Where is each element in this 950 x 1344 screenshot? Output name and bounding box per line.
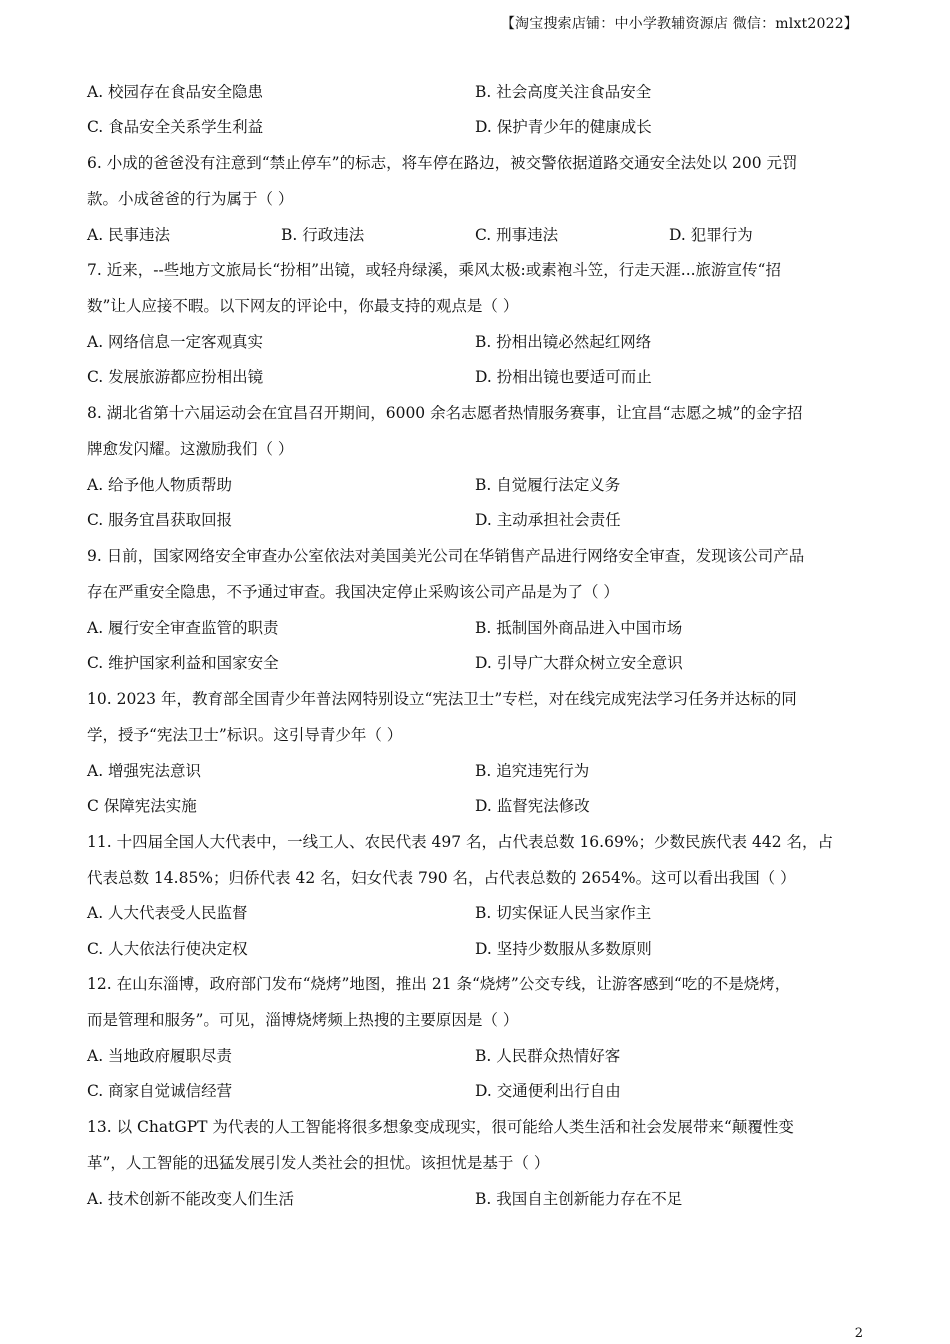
q7-stem-line1: 7. 近来，--些地方文旅局长“扮相”出镜，或轻舟绿溪，乘风太极:或素袍斗笠，行走天涯...旅游宣传“招 [87, 261, 781, 279]
q12-stem-line1: 12. 在山东淄博，政府部门发布“烧烤”地图，推出 21 条“烧烤”公交专线，让游客感到“吃的不是烧烤， [87, 975, 791, 993]
q9-option-b: B. 抵制国外商品进入中国市场 [475, 619, 683, 637]
q7-option-a: A. 网络信息一定客观真实 [87, 333, 264, 351]
q8-option-b: B. 自觉履行法定义务 [475, 476, 621, 494]
q13-option-b: B. 我国自主创新能力存在不足 [475, 1190, 683, 1208]
q7-stem-line2: 数”让人应接不暇。以下网友的评论中，你最支持的观点是（ ） [87, 297, 519, 315]
q6-stem-line2: 款。小成爸爸的行为属于（ ） [87, 190, 294, 208]
q11-option-a: A. 人大代表受人民监督 [87, 904, 248, 922]
q9-option-a: A. 履行安全审查监管的职责 [87, 619, 279, 637]
page-number: 2 [854, 1326, 863, 1341]
q6-stem-line1: 6. 小成的爸爸没有注意到“禁止停车”的标志，将车停在路边，被交警依据道路交通安全法处以 200 元罚 [87, 154, 798, 172]
q12-option-c: C. 商家自觉诚信经营 [87, 1082, 233, 1100]
q6-option-c: C. 刑事违法 [475, 226, 559, 244]
prev-option-c: C. 食品安全关系学生利益 [87, 118, 264, 136]
q12-option-a: A. 当地政府履职尽责 [87, 1047, 233, 1065]
q8-stem-line2: 牌愈发闪耀。这激励我们（ ） [87, 440, 294, 458]
q7-option-d: D. 扮相出镜也要适可而止 [475, 368, 652, 386]
prev-option-a: A. 校园存在食品安全隐患 [87, 83, 264, 101]
q10-option-b: B. 追究违宪行为 [475, 762, 590, 780]
q9-option-d: D. 引导广大群众树立安全意识 [475, 654, 683, 672]
q12-stem-line2: 而是管理和服务”。可见，淄博烧烤频上热搜的主要原因是（ ） [87, 1011, 519, 1029]
q11-option-d: D. 坚持少数服从多数原则 [475, 940, 652, 958]
q13-stem-line2: 革”，人工智能的迅猛发展引发人类社会的担忧。该担忧是基于（ ） [87, 1154, 550, 1172]
q8-stem-line1: 8. 湖北省第十六届运动会在宜昌召开期间，6000 余名志愿者热情服务赛事，让宜昌“志愿之城”的金字招 [87, 404, 803, 422]
q11-stem-line1: 11. 十四届全国人大代表中，一线工人、农民代表 497 名，占代表总数 16.69%；少数民族代表 442 名，占 [87, 833, 833, 851]
q6-option-b: B. 行政违法 [281, 226, 365, 244]
q8-option-c: C. 服务宜昌获取回报 [87, 511, 233, 529]
q8-option-a: A. 给予他人物质帮助 [87, 476, 233, 494]
q13-stem-line1: 13. 以 ChatGPT 为代表的人工智能将很多想象变成现实，很可能给人类生活和社会发展带来“颠覆性变 [87, 1118, 794, 1136]
prev-option-d: D. 保护青少年的健康成长 [475, 118, 652, 136]
q11-option-b: B. 切实保证人民当家作主 [475, 904, 652, 922]
q6-option-a: A. 民事违法 [87, 226, 171, 244]
prev-option-b: B. 社会高度关注食品安全 [475, 83, 652, 101]
q10-stem-line1: 10. 2023 年，教育部全国青少年普法网特别设立“宪法卫士”专栏，对在线完成宪法学习任务并达标的同 [87, 690, 797, 708]
q10-option-c: C 保障宪法实施 [87, 797, 197, 815]
q10-option-a: A. 增强宪法意识 [87, 762, 202, 780]
q11-option-c: C. 人大依法行使决定权 [87, 940, 248, 958]
q9-stem-line1: 9. 日前，国家网络安全审查办公室依法对美国美光公司在华销售产品进行网络安全审查，发现该公司产品 [87, 547, 805, 565]
q13-option-a: A. 技术创新不能改变人们生活 [87, 1190, 295, 1208]
q12-option-d: D. 交通便利出行自由 [475, 1082, 621, 1100]
q10-stem-line2: 学，授予“宪法卫士”标识。这引导青少年（ ） [87, 726, 403, 744]
q9-stem-line2: 存在严重安全隐患，不予通过审查。我国决定停止采购该公司产品是为了（ ） [87, 583, 619, 601]
q8-option-d: D. 主动承担社会责任 [475, 511, 621, 529]
watermark-header: 【淘宝搜索店铺：中小学教辅资源店 微信：mlxt2022】 [500, 16, 858, 32]
q7-option-b: B. 扮相出镜必然起红网络 [475, 333, 652, 351]
q7-option-c: C. 发展旅游都应扮相出镜 [87, 368, 264, 386]
q10-option-d: D. 监督宪法修改 [475, 797, 590, 815]
q11-stem-line2: 代表总数 14.85%；归侨代表 42 名，妇女代表 790 名，占代表总数的 2654%。这可以看出我国（ ） [87, 869, 796, 887]
q9-option-c: C. 维护国家利益和国家安全 [87, 654, 279, 672]
q12-option-b: B. 人民群众热情好客 [475, 1047, 621, 1065]
q6-option-d: D. 犯罪行为 [669, 226, 753, 244]
